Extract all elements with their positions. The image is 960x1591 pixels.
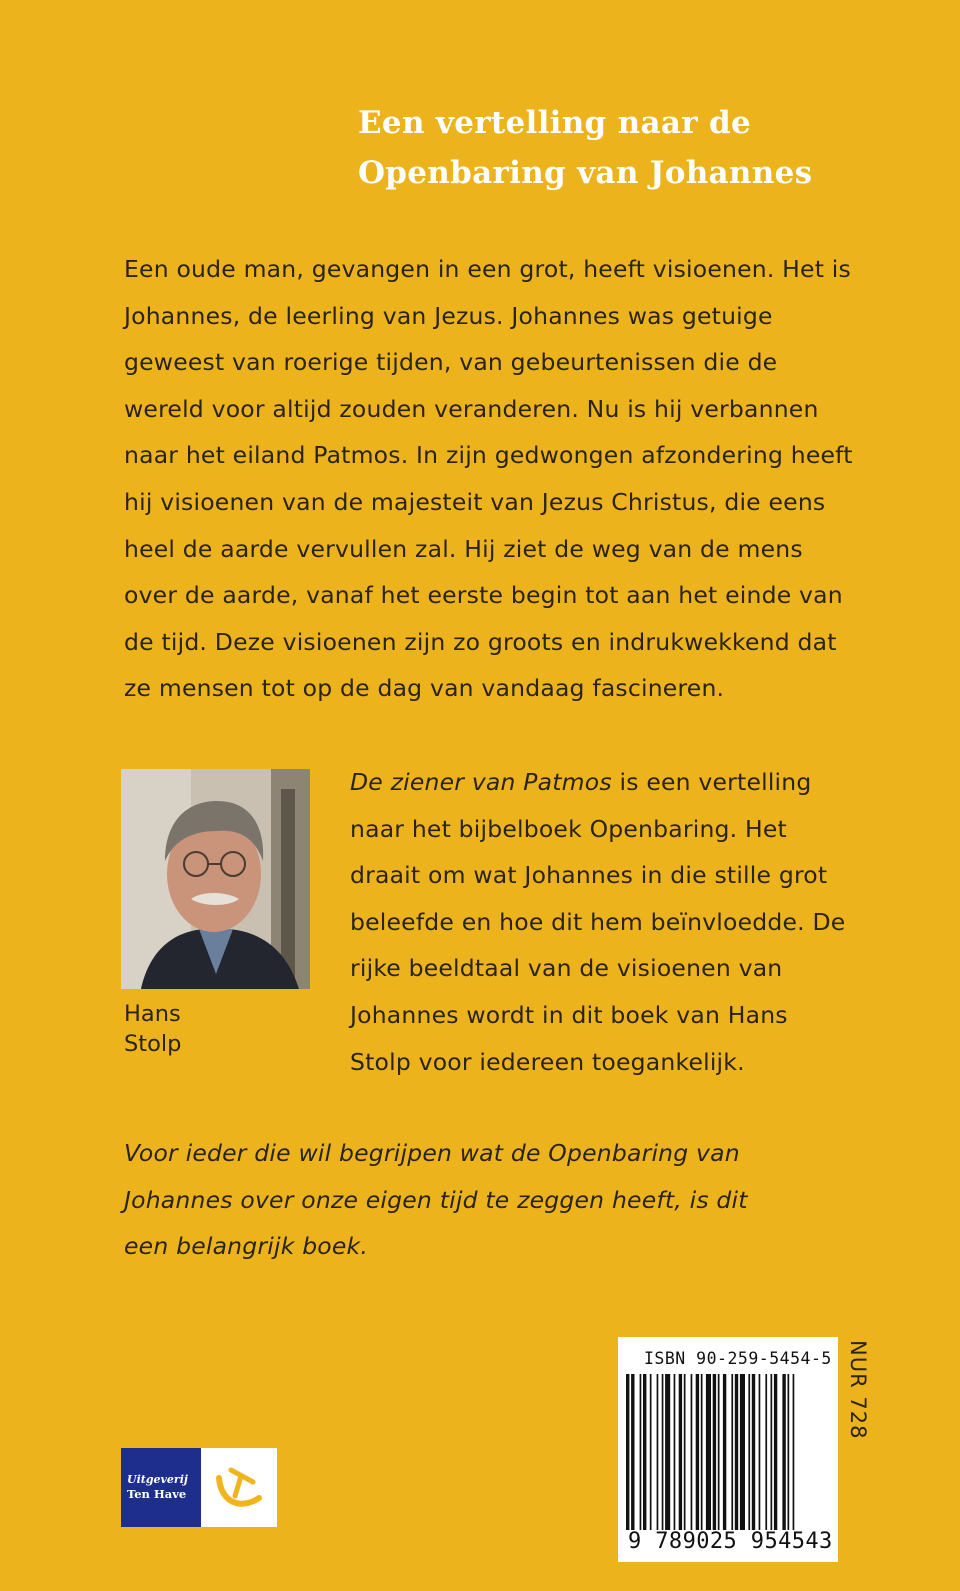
description-line bbox=[350, 759, 870, 806]
intro-paragraph bbox=[124, 246, 864, 712]
barcode-bar bbox=[696, 1374, 699, 1530]
barcode-bar bbox=[713, 1374, 716, 1530]
intro-line: heel de aarde vervullen zal. Hij ziet de weg van de mens bbox=[124, 534, 803, 563]
barcode-bar bbox=[626, 1374, 629, 1530]
description-line: Johannes wordt in dit boek van Hans bbox=[350, 1000, 788, 1029]
barcode-bar bbox=[723, 1374, 726, 1530]
description-line: beleefde en hoe dit hem beïnvloedde. De bbox=[350, 907, 846, 936]
description-line-rest: is een vertelling bbox=[611, 768, 812, 796]
intro-line: over de aarde, vanaf het eerste begin tot aan het einde van bbox=[124, 581, 843, 610]
barcode-bars bbox=[626, 1374, 830, 1530]
barcode-bar bbox=[771, 1374, 773, 1530]
caption-line: Hans bbox=[124, 1001, 181, 1027]
publisher-logo bbox=[121, 1448, 201, 1527]
description-line: naar het bijbelboek Openbaring. Het bbox=[350, 814, 787, 843]
description-line: Stolp voor iedereen toegankelijk. bbox=[350, 1047, 745, 1076]
barcode-bar bbox=[662, 1374, 664, 1530]
author-caption bbox=[124, 999, 181, 1059]
publisher-line1: Uitgeverij bbox=[127, 1473, 188, 1486]
barcode-bar bbox=[752, 1374, 755, 1530]
author-photo bbox=[121, 769, 310, 989]
intro-line: Johannes, de leerling van Jezus. Johannes was getuige bbox=[124, 301, 773, 330]
barcode-bar bbox=[788, 1374, 790, 1530]
barcode-bar bbox=[748, 1374, 750, 1530]
barcode-bar bbox=[759, 1374, 761, 1530]
barcode-bar bbox=[765, 1374, 767, 1530]
barcode-bar bbox=[740, 1374, 745, 1530]
intro-line: wereld voor altijd zouden veranderen. Nu is hij verbannen bbox=[124, 394, 819, 423]
closing-line: Voor ieder die wil begrijpen wat de Openbaring van bbox=[124, 1139, 740, 1167]
barcode-bar bbox=[706, 1374, 711, 1530]
barcode-bar bbox=[631, 1374, 634, 1530]
closing-line: een belangrijk boek. bbox=[124, 1232, 369, 1261]
barcode-bar bbox=[731, 1374, 733, 1530]
barcode-bar bbox=[701, 1374, 703, 1530]
intro-line: de tijd. Deze visioenen zijn zo groots en indrukwekkend dat bbox=[124, 627, 837, 656]
barcode-bar bbox=[640, 1374, 642, 1530]
book-title-italic: De ziener van Patmos bbox=[350, 768, 612, 796]
barcode-bar bbox=[793, 1374, 795, 1530]
barcode-bar bbox=[665, 1374, 670, 1530]
description-line: rijke beeldtaal van de visioenen van bbox=[350, 954, 783, 983]
barcode-bar bbox=[684, 1374, 686, 1530]
barcode-bar bbox=[691, 1374, 693, 1530]
description-line: draait om wat Johannes in die stille grot bbox=[350, 861, 828, 890]
barcode-bar bbox=[674, 1374, 676, 1530]
intro-line: hij visioenen van de majesteit van Jezus Christus, die eens bbox=[124, 487, 826, 516]
publisher-mark-icon bbox=[201, 1448, 277, 1527]
barcode-bar bbox=[718, 1374, 720, 1530]
barcode-bar bbox=[782, 1374, 785, 1530]
nur-code: NUR 728 bbox=[846, 1340, 870, 1440]
description-paragraph bbox=[350, 759, 870, 1085]
isbn-label: ISBN 90-259-5454-5 bbox=[644, 1349, 832, 1368]
heading-line: Een vertelling naar de bbox=[358, 105, 751, 141]
publisher-line2: Ten Have bbox=[127, 1487, 187, 1501]
heading-line: Openbaring van Johannes bbox=[358, 155, 813, 191]
isbn-barcode bbox=[618, 1337, 838, 1562]
barcode-bar bbox=[735, 1374, 738, 1530]
barcode-bar bbox=[650, 1374, 652, 1530]
intro-line: geweest van roerige tijden, van gebeurtenissen die de bbox=[124, 348, 778, 377]
cover-heading bbox=[358, 98, 918, 198]
closing-line: Johannes over onze eigen tijd te zeggen heeft, is dit bbox=[124, 1185, 748, 1214]
intro-line: Een oude man, gevangen in een grot, heeft visioenen. Het is bbox=[124, 255, 851, 283]
intro-line: ze mensen tot op de dag van vandaag fascineren. bbox=[124, 674, 725, 703]
closing-paragraph bbox=[124, 1130, 844, 1270]
barcode-bar bbox=[774, 1374, 777, 1530]
barcode-bar bbox=[679, 1374, 682, 1530]
barcode-bar bbox=[657, 1374, 659, 1530]
intro-line: naar het eiland Patmos. In zijn gedwongen afzondering heeft bbox=[124, 441, 853, 470]
barcode-bar bbox=[643, 1374, 646, 1530]
caption-line: Stolp bbox=[124, 1031, 182, 1057]
ean-digits: 9 789025 954543 bbox=[628, 1529, 833, 1554]
